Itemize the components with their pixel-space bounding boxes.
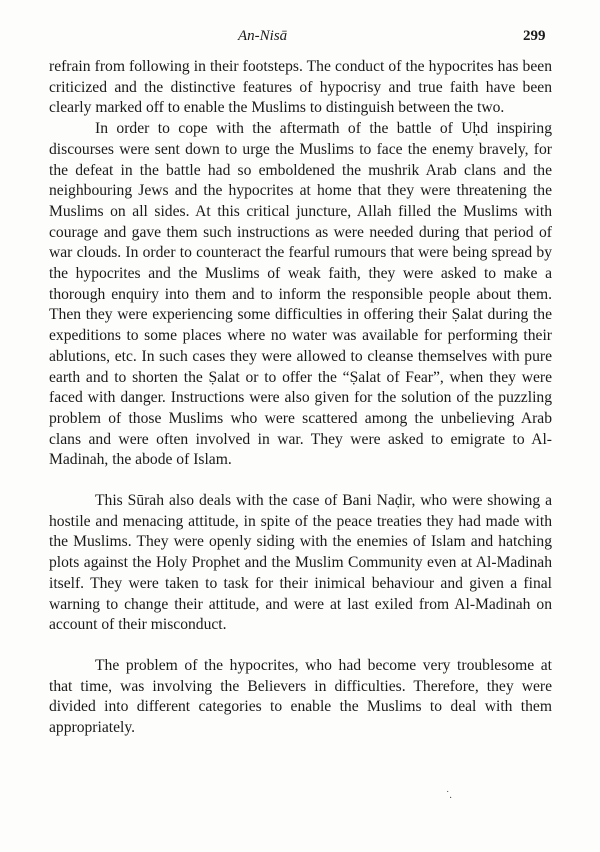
paragraph-hypocrites: The problem of the hypocrites, who had become very troublesome at that time, was involving the Believers in difficulties. Therefore, they were divided into different categories to enable the Muslims to deal with them appropriately. bbox=[49, 656, 552, 737]
body-text bbox=[49, 57, 552, 739]
print-speck: ˙. bbox=[446, 790, 452, 801]
paragraph-continuation: refrain from following in their footsteps. The conduct of the hypocrites has been criticized and the distinctive features of hypocrisy and true faith have been clearly marked off to enable the Muslims to distinguish between the two. bbox=[49, 58, 552, 117]
running-header bbox=[0, 28, 600, 50]
paragraph-bani-nadir: This Sūrah also deals with the case of Bani Naḍir, who were showing a hostile and menacing attitude, in spite of the peace treaties they had made with the Muslims. They were openly siding with the enemies of Islam and hatching plots against the Holy Prophet and the Muslim Community even at Al-Madinah itself. They were taken to task for their inimical behaviour and given a final warning to change their attitude, and were at last exiled from Al-Madinah on account of their misconduct. bbox=[49, 492, 552, 634]
page-number: 299 bbox=[523, 28, 546, 44]
running-title: An-Nisā bbox=[238, 28, 288, 44]
paragraph-battle-of-uhd: In order to cope with the aftermath of the battle of Uḥd inspiring discourses were sent down to urge the Muslims to face the enemy bravely, for the defeat in the battle had so emboldened the mushrik Arab clans and the neighbouring Jews and the hypocrites at home that they were threatening the Muslims on all sides. At this critical juncture, Allah filled the Muslims with courage and gave them such instructions as were needed during that period of war clouds. In order to counteract the fearful rumours that were being spread by the hypocrites and the Muslims of weak faith, they were asked to make a thorough enquiry into them and to inform the responsible people about them. Then they were experiencing some difficulties in offering their Ṣalat during the expeditions to some places where no water was available for performing their ablutions, etc. In such cases they were allowed to cleanse themselves with pure earth and to shorten the Ṣalat or to offer the “Ṣalat of Fear”, when they were faced with danger. Instructions were also given for the solution of the puzzling problem of those Muslims who were scattered among the unbelieving Arab clans and were often involved in war. They were asked to emigrate to Al-Madinah, the abode of Islam. bbox=[49, 120, 552, 469]
